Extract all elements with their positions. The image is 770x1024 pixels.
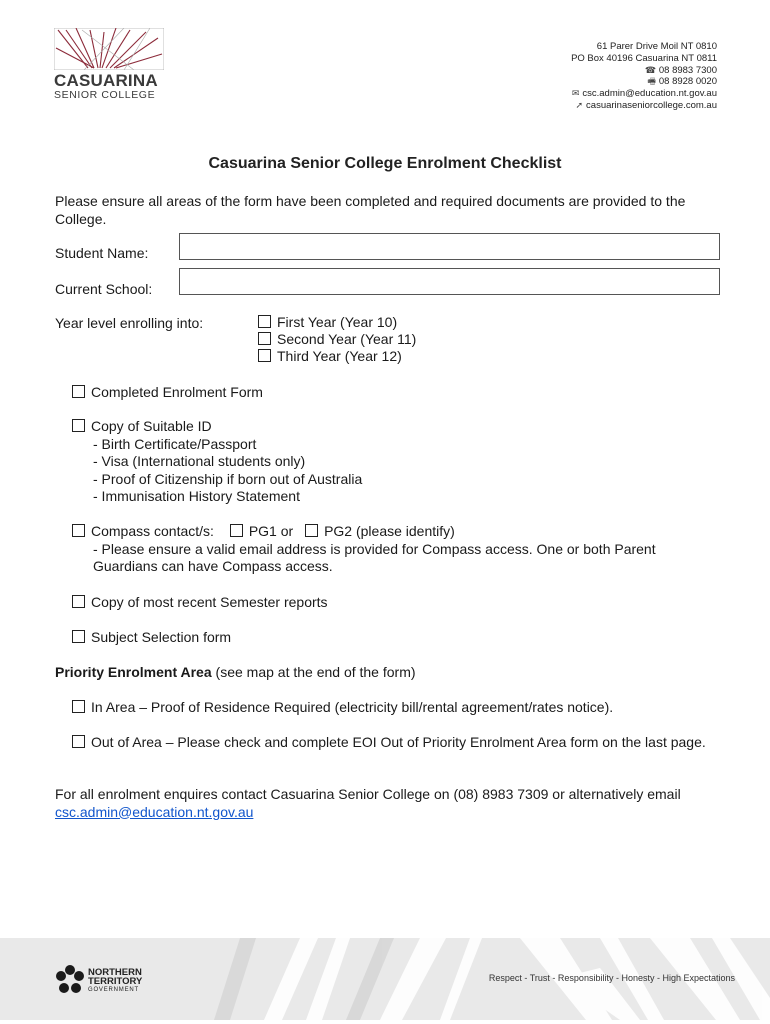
enrolment-form-checkbox[interactable] xyxy=(72,385,85,398)
email-line xyxy=(568,88,717,100)
pg1-checkbox[interactable] xyxy=(230,524,243,537)
envelope-icon: ✉ xyxy=(571,88,580,99)
year-option-3-checkbox[interactable] xyxy=(258,349,271,362)
college-logo xyxy=(54,28,166,102)
phone-number: 08 8983 7300 xyxy=(658,64,717,76)
closing-text xyxy=(55,786,725,821)
address-line-2: PO Box 40196 Casuarina NT 0811 xyxy=(571,52,717,64)
id-item: - Proof of Citizenship if born out of Australia xyxy=(93,470,363,487)
compass-label: Compass contact/s: xyxy=(91,523,214,539)
nt-government-logo xyxy=(54,964,154,998)
page-title: Casuarina Senior College Enrolment Checklist xyxy=(208,155,562,172)
id-item: - Visa (International students only) xyxy=(93,453,306,469)
compass-checkbox[interactable] xyxy=(72,524,85,537)
pg1-label: PG1 or xyxy=(248,523,294,539)
contact-email[interactable]: csc.admin@education.nt.gov.au xyxy=(582,88,717,100)
year-option-3-label: Third Year (Year 12) xyxy=(277,348,402,364)
contact-website[interactable]: casuarinaseniorcollege.com.au xyxy=(586,99,717,111)
current-school-field[interactable] xyxy=(179,268,720,295)
id-item: - Immunisation History Statement xyxy=(93,488,300,504)
checklist-compass[interactable] xyxy=(72,523,722,576)
priority-heading-note: (see map at the end of the form) xyxy=(215,664,416,680)
out-of-area-label: Out of Area – Please check and complete EOI Out of Priority Enrolment Area form on the last page. xyxy=(91,734,706,750)
compass-note: - Please ensure a valid email address is provided for Compass access. One or both Parent Guardians can have Compass access. xyxy=(93,540,656,574)
pg2-checkbox[interactable] xyxy=(305,524,318,537)
year-level-label: Year level enrolling into: xyxy=(55,315,204,331)
semester-reports-label: Copy of most recent Semester reports xyxy=(91,594,328,610)
nt-logo-line-2: TERRITORY xyxy=(88,976,143,987)
student-name-label: Student Name: xyxy=(55,245,149,261)
checklist-enrolment-form[interactable] xyxy=(72,384,263,402)
college-logo-name: CASUARINA xyxy=(54,71,158,90)
contact-block xyxy=(568,41,717,112)
id-item: - Birth Certificate/Passport xyxy=(93,435,257,452)
priority-out-of-area[interactable] xyxy=(72,734,717,752)
year-option-1-checkbox[interactable] xyxy=(258,315,271,328)
nt-logo-line-3: GOVERNMENT xyxy=(88,987,140,993)
student-name-field[interactable] xyxy=(179,233,720,260)
current-school-label: Current School: xyxy=(55,281,153,297)
in-area-label: In Area – Proof of Residence Required (electricity bill/rental agreement/rates notice). xyxy=(91,699,614,715)
nt-logo-line-1: NORTHERN xyxy=(88,967,142,978)
fax-number: 08 8928 0020 xyxy=(658,76,717,88)
address-line-1: 61 Parer Drive Moil NT 0810 xyxy=(596,41,717,52)
priority-in-area[interactable] xyxy=(72,699,722,717)
year-option-2-label: Second Year (Year 11) xyxy=(277,331,417,347)
checklist-subject-selection[interactable] xyxy=(72,629,231,647)
casuarina-tree-art xyxy=(54,28,164,70)
checklist-semester-reports[interactable] xyxy=(72,594,328,612)
year-option-3[interactable] xyxy=(258,348,402,366)
college-logo-subtitle: SENIOR COLLEGE xyxy=(54,89,156,101)
year-option-1[interactable] xyxy=(258,314,397,332)
suitable-id-checkbox[interactable] xyxy=(72,419,85,432)
closing-text-body: For all enrolment enquires contact Casuarina Senior College on (08) 8983 7309 or alternatively email xyxy=(55,786,681,802)
intro-text: Please ensure all areas of the form have been completed and required documents are provided to the College. xyxy=(55,193,686,227)
footer-motto: Respect - Trust - Responsibility - Honesty - High Expectations xyxy=(488,973,735,983)
checklist-suitable-id[interactable] xyxy=(72,418,712,506)
fax-line xyxy=(568,76,717,88)
fax-icon: 🖷 xyxy=(647,76,656,87)
year-option-1-label: First Year (Year 10) xyxy=(277,314,398,330)
semester-reports-checkbox[interactable] xyxy=(72,595,85,608)
subject-selection-checkbox[interactable] xyxy=(72,630,85,643)
phone-icon: ☎ xyxy=(644,64,657,75)
pg2-label: PG2 (please identify) xyxy=(324,523,455,539)
web-line xyxy=(568,100,717,112)
year-option-2[interactable] xyxy=(258,331,416,349)
out-of-area-checkbox[interactable] xyxy=(72,735,85,748)
priority-heading xyxy=(55,664,416,682)
enrolment-form-label: Completed Enrolment Form xyxy=(91,384,263,400)
suitable-id-label: Copy of Suitable ID xyxy=(91,418,212,434)
priority-heading-bold: Priority Enrolment Area xyxy=(55,664,212,680)
closing-email-link[interactable]: csc.admin@education.nt.gov.au xyxy=(55,803,254,820)
globe-icon: ➚ xyxy=(575,99,584,110)
subject-selection-label: Subject Selection form xyxy=(91,629,232,645)
footer-banner xyxy=(0,938,770,1020)
nt-flower-icon xyxy=(54,964,86,996)
in-area-checkbox[interactable] xyxy=(72,700,85,713)
nt-logo-text xyxy=(88,968,142,995)
year-option-2-checkbox[interactable] xyxy=(258,332,271,345)
phone-line xyxy=(568,65,717,77)
